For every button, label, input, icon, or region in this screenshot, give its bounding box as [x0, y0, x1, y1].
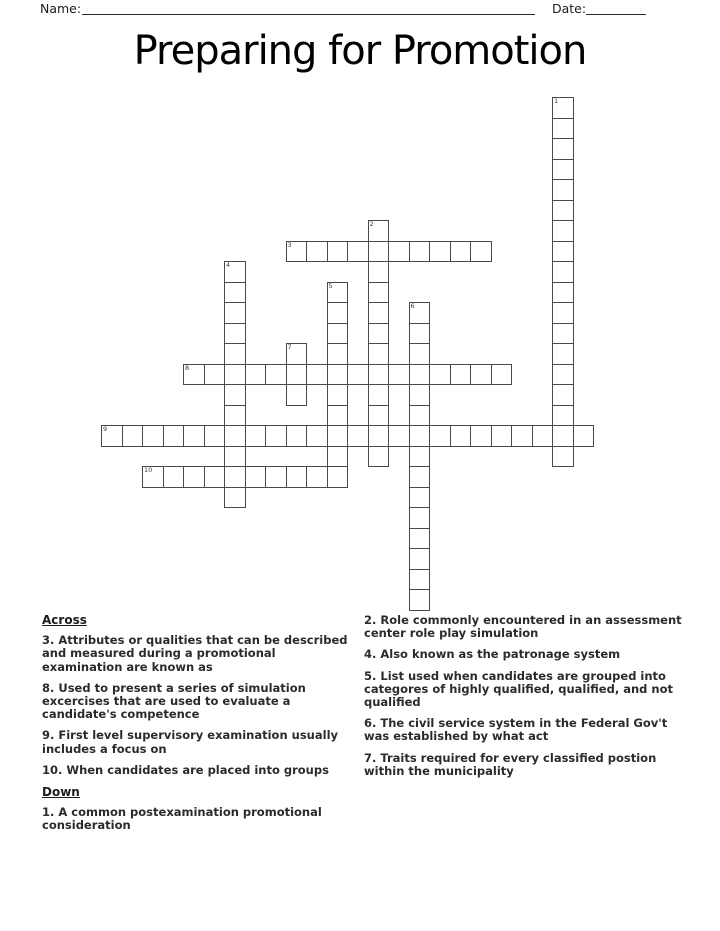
grid-cell[interactable] — [183, 466, 205, 488]
grid-cell[interactable] — [122, 425, 144, 447]
grid-cell[interactable] — [286, 364, 308, 386]
cell-number: 5 — [328, 281, 333, 290]
grid-cell[interactable] — [224, 261, 246, 283]
down-clues-list-right — [364, 614, 686, 778]
grid-cell[interactable] — [409, 302, 431, 324]
grid-cell[interactable] — [409, 425, 431, 447]
grid-cell[interactable] — [409, 528, 431, 550]
grid-cell[interactable] — [224, 405, 246, 427]
grid-cell[interactable] — [552, 425, 574, 447]
grid-cell[interactable] — [224, 487, 246, 509]
grid-cell[interactable] — [347, 425, 369, 447]
grid-cell[interactable] — [409, 446, 431, 468]
clues-right-column — [364, 614, 686, 786]
grid-cell[interactable] — [552, 200, 574, 222]
grid-cell[interactable] — [224, 282, 246, 304]
grid-cell[interactable] — [552, 241, 574, 263]
grid-cell[interactable] — [470, 425, 492, 447]
cell-number: 10 — [144, 466, 153, 474]
grid-cell[interactable] — [409, 405, 431, 427]
clue-down-6: 6. The civil service system in the Federal Gov't was established by what act — [364, 716, 668, 744]
grid-cell[interactable] — [204, 466, 226, 488]
grid-cell[interactable] — [142, 466, 164, 488]
grid-cell[interactable] — [327, 405, 349, 427]
clue-down-4: 4. Also known as the patronage system — [364, 647, 621, 662]
grid-cell[interactable] — [388, 241, 410, 263]
grid-cell[interactable] — [224, 425, 246, 447]
grid-cell[interactable] — [327, 446, 349, 468]
grid-cell[interactable] — [552, 343, 574, 365]
grid-cell[interactable] — [552, 282, 574, 304]
grid-cell[interactable] — [368, 323, 390, 345]
grid-cell[interactable] — [409, 241, 431, 263]
grid-cell[interactable] — [552, 261, 574, 283]
grid-cell[interactable] — [265, 364, 287, 386]
grid-cell[interactable] — [388, 364, 410, 386]
grid-cell[interactable] — [265, 425, 287, 447]
grid-cell[interactable] — [409, 364, 431, 386]
grid-cell[interactable] — [101, 425, 123, 447]
page-title: Preparing for Promotion — [133, 28, 587, 74]
grid-cell[interactable] — [409, 323, 431, 345]
grid-cell[interactable] — [368, 384, 390, 406]
grid-cell[interactable] — [245, 425, 267, 447]
grid-cell[interactable] — [286, 241, 308, 263]
clue-number: 3. — [42, 633, 59, 648]
grid-cell[interactable] — [368, 425, 390, 447]
grid-cell[interactable] — [552, 323, 574, 345]
clue-across-3: 3. Attributes or qualities that can be described and measured during a promotional examination are known as — [42, 633, 348, 674]
grid-cell[interactable] — [286, 425, 308, 447]
grid-cell[interactable] — [327, 241, 349, 263]
clue-down-5: 5. List used when candidates are grouped into categores of highly qualified, qualified, and not qualified — [364, 668, 673, 710]
clue-number: 1. — [42, 805, 59, 820]
grid-cell[interactable] — [368, 220, 390, 242]
clue-down-7: 7. Traits required for every classified postion within the municipality — [364, 750, 657, 778]
date-label: Date: — [552, 1, 587, 16]
grid-cell[interactable] — [470, 364, 492, 386]
grid-cell[interactable] — [224, 343, 246, 365]
down-clues-list-left — [42, 806, 354, 832]
grid-cell[interactable] — [491, 425, 513, 447]
grid-cell[interactable] — [429, 241, 451, 263]
grid-cell[interactable] — [388, 425, 410, 447]
grid-cell[interactable] — [409, 384, 431, 406]
grid-cell[interactable] — [368, 302, 390, 324]
grid-cell[interactable] — [429, 425, 451, 447]
grid-cell[interactable] — [368, 446, 390, 468]
grid-cell[interactable] — [204, 364, 226, 386]
grid-cell[interactable] — [409, 466, 431, 488]
grid-cell[interactable] — [552, 302, 574, 324]
grid-cell[interactable] — [552, 364, 574, 386]
grid-cell[interactable] — [491, 364, 513, 386]
grid-cell[interactable] — [552, 405, 574, 427]
grid-cell[interactable] — [327, 384, 349, 406]
grid-cell[interactable] — [368, 261, 390, 283]
grid-cell[interactable] — [224, 446, 246, 468]
grid-cell[interactable] — [286, 343, 308, 365]
clue-number: 6. — [364, 716, 381, 731]
grid-cell[interactable] — [327, 343, 349, 365]
grid-cell[interactable] — [224, 323, 246, 345]
clue-down-1: 1. A common postexamination promotional consideration — [42, 805, 322, 833]
clue-across-8: 8. Used to present a series of simulation excercises that are used to evaluate a candidate's competence — [42, 680, 306, 722]
grid-cell[interactable] — [368, 405, 390, 427]
clue-down-2: 2. Role commonly encountered in an assessment center role play simulation — [364, 613, 682, 641]
grid-cell[interactable] — [327, 364, 349, 386]
grid-cell[interactable] — [552, 220, 574, 242]
grid-cell[interactable] — [327, 425, 349, 447]
grid-cell[interactable] — [368, 282, 390, 304]
grid-cell[interactable] — [409, 507, 431, 529]
grid-cell[interactable] — [327, 466, 349, 488]
grid-cell[interactable] — [286, 466, 308, 488]
grid-cell[interactable] — [327, 302, 349, 324]
grid-cell[interactable] — [409, 569, 431, 591]
grid-cell[interactable] — [470, 241, 492, 263]
grid-cell[interactable] — [450, 241, 472, 263]
grid-cell[interactable] — [327, 323, 349, 345]
grid-cell[interactable] — [265, 466, 287, 488]
clue-number: 10. — [42, 762, 67, 777]
across-clues-list — [42, 634, 354, 777]
grid-cell[interactable] — [286, 384, 308, 406]
cell-number: 2 — [369, 220, 374, 228]
clues-left-column — [42, 614, 354, 841]
grid-cell[interactable] — [552, 384, 574, 406]
grid-cell[interactable] — [245, 466, 267, 488]
cell-number: 7 — [287, 343, 292, 351]
grid-cell[interactable] — [224, 364, 246, 386]
grid-cell[interactable] — [224, 466, 246, 488]
down-clues-header: Down — [42, 785, 80, 800]
grid-cell[interactable] — [552, 179, 574, 201]
grid-cell[interactable] — [511, 425, 533, 447]
cell-number: 3 — [287, 240, 292, 249]
grid-cell[interactable] — [306, 364, 328, 386]
grid-cell[interactable] — [327, 282, 349, 304]
grid-cell[interactable] — [368, 343, 390, 365]
grid-cell[interactable] — [306, 466, 328, 488]
grid-cell[interactable] — [368, 364, 390, 386]
grid-cell[interactable] — [183, 425, 205, 447]
grid-cell[interactable] — [409, 487, 431, 509]
grid-cell[interactable] — [245, 364, 267, 386]
grid-cell[interactable] — [347, 364, 369, 386]
clue-number: 4. — [364, 647, 381, 662]
grid-cell[interactable] — [163, 466, 185, 488]
grid-cell[interactable] — [142, 425, 164, 447]
clue-number: 9. — [42, 728, 59, 743]
name-label: Name: — [40, 1, 82, 16]
grid-cell[interactable] — [552, 138, 574, 160]
grid-cell[interactable] — [429, 364, 451, 386]
grid-cell[interactable] — [204, 425, 226, 447]
grid-cell[interactable] — [552, 446, 574, 468]
grid-cell[interactable] — [409, 589, 431, 611]
cell-number: 4 — [226, 261, 231, 269]
grid-cell[interactable] — [450, 425, 472, 447]
grid-cell[interactable] — [552, 159, 574, 181]
grid-cell[interactable] — [532, 425, 554, 447]
grid-cell[interactable] — [409, 343, 431, 365]
grid-cell[interactable] — [552, 97, 574, 119]
grid-cell[interactable] — [306, 425, 328, 447]
grid-cell[interactable] — [224, 384, 246, 406]
grid-cell[interactable] — [183, 364, 205, 386]
grid-cell[interactable] — [450, 364, 472, 386]
clue-number: 7. — [364, 750, 381, 765]
grid-cell[interactable] — [573, 425, 595, 447]
grid-cell[interactable] — [163, 425, 185, 447]
cell-number: 1 — [554, 97, 559, 105]
clue-across-9: 9. First level supervisory examination usually includes a focus on — [42, 728, 339, 756]
grid-cell[interactable] — [368, 241, 390, 263]
grid-cell[interactable] — [224, 302, 246, 324]
clue-number: 5. — [364, 668, 381, 683]
cell-number: 6 — [410, 302, 415, 310]
grid-cell[interactable] — [409, 548, 431, 570]
across-clues-header: Across — [42, 613, 87, 627]
cell-number: 8 — [185, 363, 190, 372]
grid-cell[interactable] — [306, 241, 328, 263]
clue-across-10: 10. When candidates are placed into groups — [42, 762, 329, 777]
clue-number: 2. — [364, 613, 381, 627]
grid-cell[interactable] — [552, 118, 574, 140]
clue-number: 8. — [42, 680, 59, 695]
cell-number: 9 — [103, 425, 108, 433]
grid-cell[interactable] — [347, 241, 369, 263]
